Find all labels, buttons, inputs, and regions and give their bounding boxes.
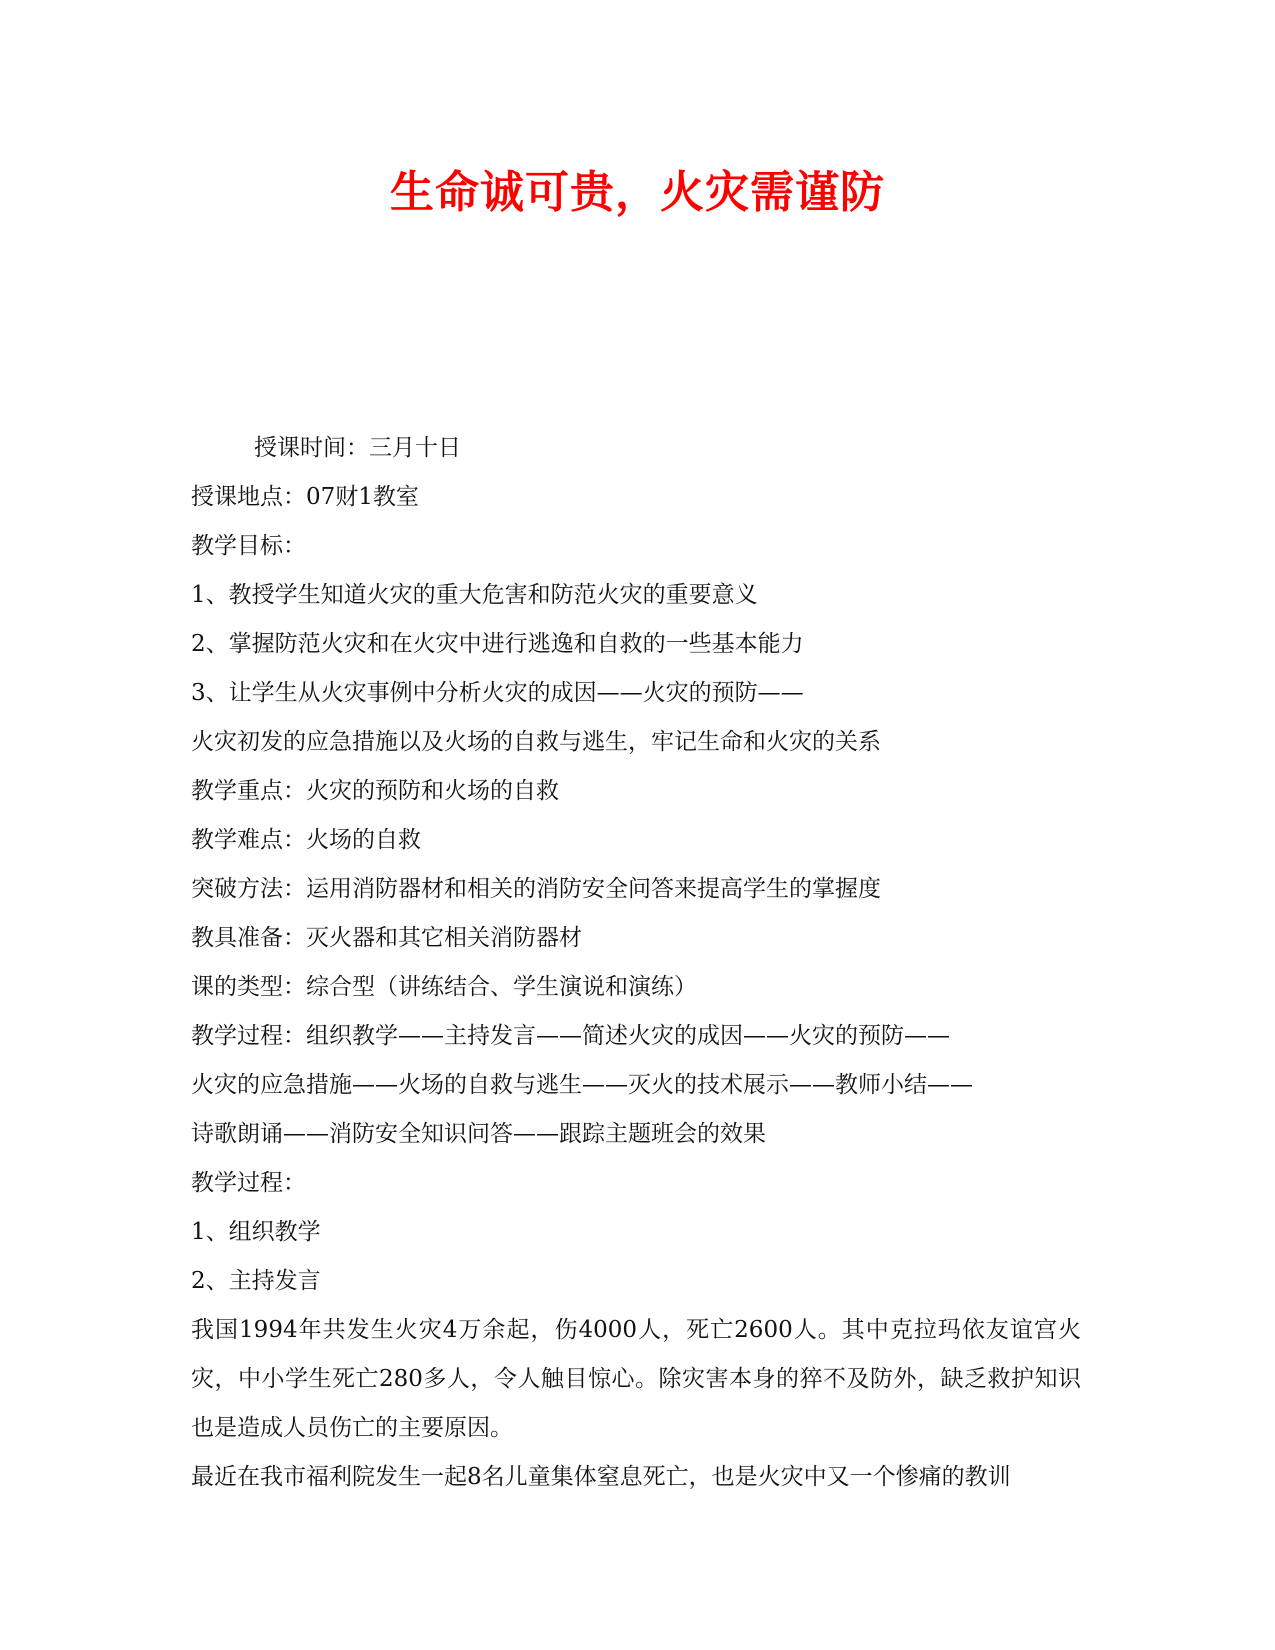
lesson-time: 授课时间：三月十日 bbox=[254, 435, 461, 461]
lesson-location: 授课地点：07财1教室 bbox=[191, 484, 419, 510]
teaching-focus: 教学重点：火灾的预防和火场的自救 bbox=[191, 778, 559, 804]
teaching-process-outline-3: 诗歌朗诵——消防安全知识问答——跟踪主题班会的效果 bbox=[191, 1121, 766, 1147]
statistics-paragraph: 我国1994年共发生火灾4万余起，伤4000人，死亡2600人。其中克拉玛依友谊宫火灾，中小学生死亡280多人，令人触目惊心。除灾害本身的猝不及防外，缺乏救护知识也是造成人员伤亡的主要原因。 bbox=[191, 1317, 1081, 1441]
teaching-difficulty: 教学难点：火场的自救 bbox=[191, 827, 421, 853]
document-body bbox=[191, 424, 1081, 1502]
teaching-process-outline-2: 火灾的应急措施——火场的自救与逃生——灭火的技术展示——教师小结—— bbox=[191, 1072, 973, 1098]
goal-item-2: 2、掌握防范火灾和在火灾中进行逃逸和自救的一些基本能力 bbox=[191, 631, 804, 657]
goal-item-3: 3、让学生从火灾事例中分析火灾的成因——火灾的预防—— bbox=[191, 680, 804, 706]
teaching-goals-heading: 教学目标： bbox=[191, 533, 306, 559]
goal-item-1: 1、教授学生知道火灾的重大危害和防范火灾的重要意义 bbox=[191, 582, 758, 608]
teaching-process-outline: 教学过程：组织教学——主持发言——简述火灾的成因——火灾的预防—— bbox=[191, 1023, 950, 1049]
teaching-process-heading: 教学过程： bbox=[191, 1170, 306, 1196]
incident-paragraph: 最近在我市福利院发生一起8名儿童集体窒息死亡，也是火灾中又一个惨痛的教训 bbox=[191, 1464, 1011, 1490]
process-step-1: 1、组织教学 bbox=[191, 1219, 321, 1245]
breakthrough-method: 突破方法：运用消防器材和相关的消防安全问答来提高学生的掌握度 bbox=[191, 876, 881, 902]
lesson-type: 课的类型：综合型（讲练结合、学生演说和演练） bbox=[191, 974, 697, 1000]
process-step-2: 2、主持发言 bbox=[191, 1268, 321, 1294]
document-title: 生命诚可贵，火灾需谨防 bbox=[390, 167, 885, 218]
goal-item-3-continued: 火灾初发的应急措施以及火场的自救与逃生，牢记生命和火灾的关系 bbox=[191, 729, 881, 755]
teaching-aids: 教具准备：灭火器和其它相关消防器材 bbox=[191, 925, 582, 951]
